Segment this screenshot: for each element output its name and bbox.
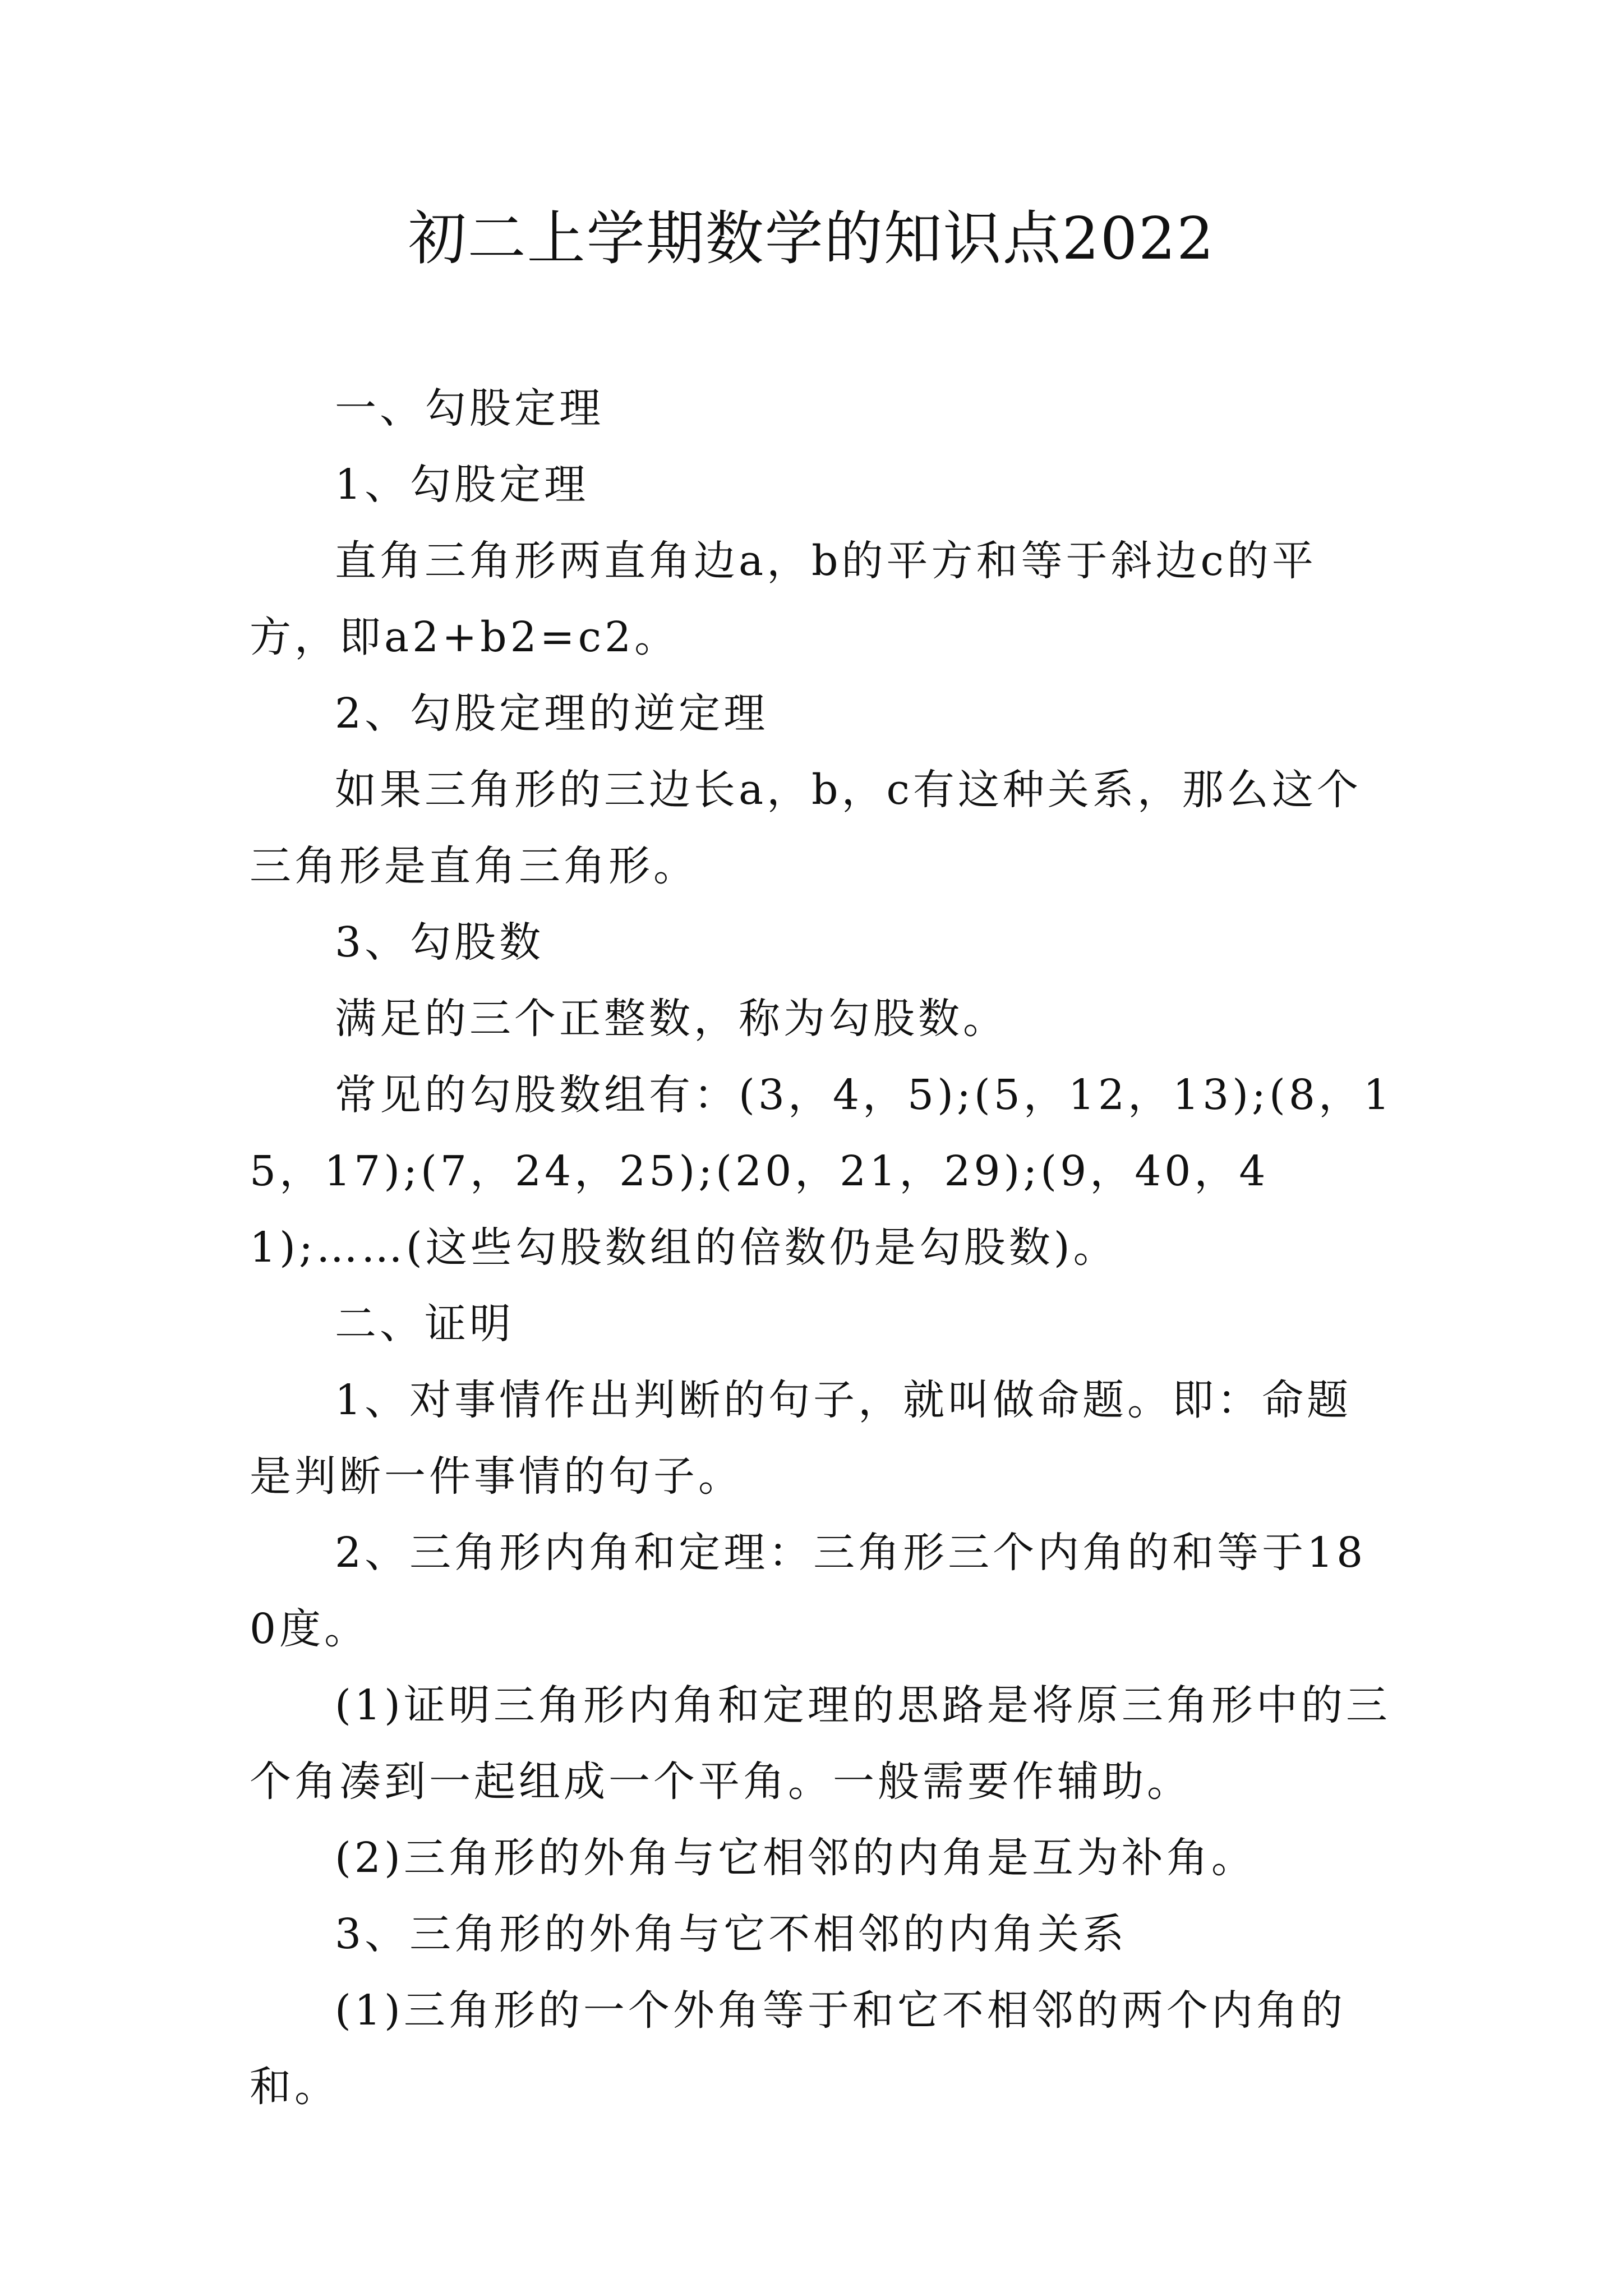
section-heading-proof: 二、证明	[335, 1300, 514, 1348]
paragraph-theorem-statement: 直角三角形两直角边a，b的平方和等于斜边c的平方，即a2+b2=c2。	[250, 537, 1317, 661]
subheading-converse-theorem: 2、勾股定理的逆定理	[335, 689, 769, 738]
paragraph-triples-definition: 满足的三个正整数，称为勾股数。	[335, 995, 1008, 1043]
subheading-pythagorean-triples: 3、勾股数	[335, 918, 545, 967]
paragraph-proposition: 1、对事情作出判断的句子，就叫做命题。即：命题是判断一件事情的句子。	[250, 1376, 1352, 1501]
paragraph-exterior-angle-sum: (1)三角形的一个外角等于和它不相邻的两个内角的和。	[250, 1986, 1346, 2111]
section-heading-pythagorean: 一、勾股定理	[335, 384, 604, 432]
paragraph-common-triples: 常见的勾股数组有：(3，4，5);(5，12，13);(8，15，17);(7，24，25);(20，21，29);(9，40，41);……(这些勾股数组的倍数仍是勾股数)。	[250, 1071, 1394, 1272]
document-title: 初二上学期数学的知识点2022	[408, 204, 1215, 273]
paragraph-converse-statement: 如果三角形的三边长a，b，c有这种关系，那么这个三角形是直角三角形。	[250, 766, 1362, 890]
paragraph-exterior-supplement: (2)三角形的外角与它相邻的内角是互为补角。	[335, 1834, 1256, 1882]
document-body	[250, 370, 1394, 2125]
subheading-exterior-angle: 3、三角形的外角与它不相邻的内角关系	[335, 1910, 1128, 1958]
paragraph-proof-idea: (1)证明三角形内角和定理的思路是将原三角形中的三个角凑到一起组成一个平角。一般需要作辅助。	[250, 1681, 1391, 1806]
subheading-pythagorean-theorem: 1、勾股定理	[335, 461, 589, 509]
paragraph-angle-sum-theorem: 2、三角形内角和定理：三角形三个内角的和等于180度。	[250, 1529, 1367, 1653]
